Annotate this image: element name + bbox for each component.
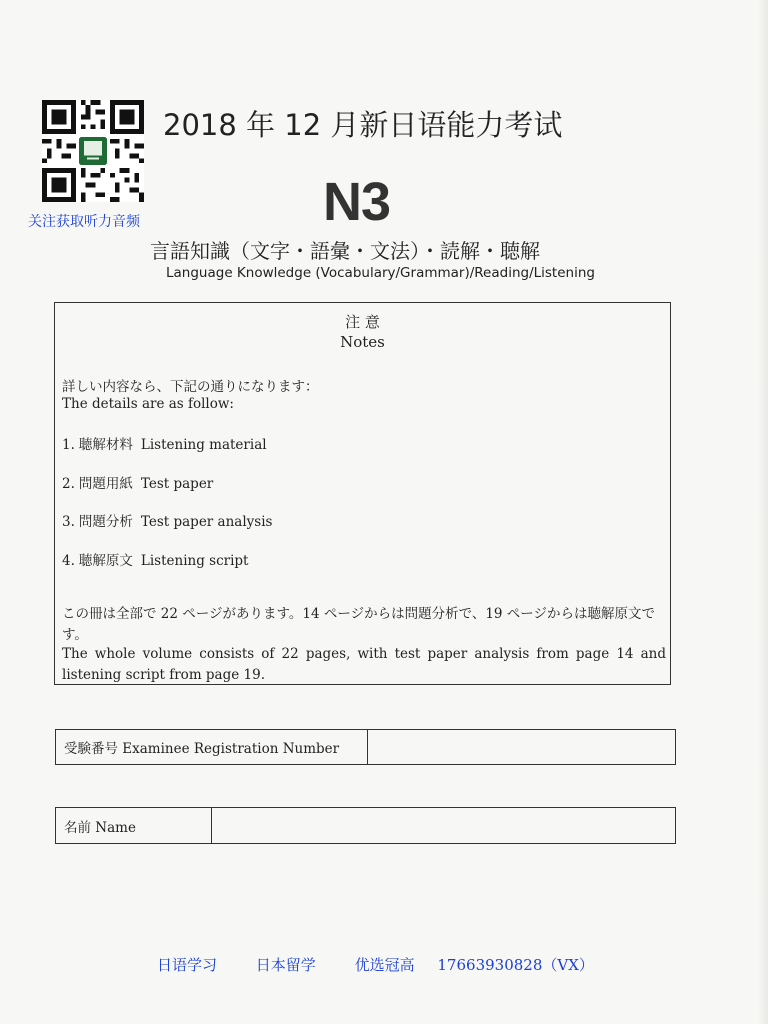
notes-list-item — [62, 510, 272, 530]
footer-advertisement — [157, 954, 594, 975]
item-english: Test paper analysis — [140, 514, 273, 530]
exam-title: 2018 年 12 月新日语能力考试 — [163, 108, 563, 142]
item-english: Test paper — [140, 476, 214, 492]
item-japanese: 問題分析 — [78, 514, 133, 530]
item-number: 2. — [62, 476, 75, 492]
name-table — [55, 807, 676, 844]
item-japanese: 聴解材料 — [78, 437, 133, 453]
item-english: Listening material — [140, 437, 267, 453]
item-japanese: 聴解原文 — [78, 553, 133, 569]
name-label: 名前 Name — [56, 808, 212, 843]
page-edge-shadow — [758, 0, 768, 1024]
registration-number-table — [55, 729, 676, 765]
item-english: Listening script — [140, 553, 249, 569]
level-label: N3 — [323, 172, 391, 232]
notes-list-item — [62, 433, 267, 453]
registration-number-label: 受験番号 Examinee Registration Number — [56, 730, 368, 764]
name-field[interactable] — [212, 808, 675, 843]
item-number: 4. — [62, 553, 75, 569]
subjects-english: Language Knowledge (Vocabulary/Grammar)/Reading/Listening — [166, 265, 595, 281]
summary-japanese: この冊は全部で 22 ページがあります。14 ページからは問題分析で、19 ページからは聴解原文です。 — [62, 606, 656, 643]
item-number: 1. — [62, 437, 75, 453]
footer-item-study-abroad: 日本留学 — [255, 956, 316, 974]
subjects-japanese: 言語知識（文字・語彙・文法）・読解・聴解 — [150, 239, 540, 263]
notes-intro-japanese: 詳しい内容なら、下記の通りになります： — [62, 379, 319, 395]
notes-box — [54, 302, 671, 685]
notes-intro-english: The details are as follow: — [62, 396, 234, 412]
item-number: 3. — [62, 514, 75, 530]
footer-item-japanese-study: 日语学习 — [157, 956, 218, 974]
notes-title-japanese: 注 意 — [345, 313, 380, 331]
summary-english: The whole volume consists of 22 pages, with test paper analysis from page 14 and listening script from page 19. — [62, 646, 666, 683]
footer-item-brand: 优选冠高 — [354, 956, 415, 974]
footer-item-contact: 17663930828（VX） — [437, 956, 594, 974]
qr-caption: 关注获取听力音频 — [28, 214, 140, 230]
registration-number-field[interactable] — [368, 730, 675, 764]
item-japanese: 問題用紙 — [78, 476, 133, 492]
notes-list-item — [62, 549, 248, 569]
notes-title-english: Notes — [340, 333, 385, 351]
notes-list-item — [62, 472, 213, 492]
qr-code[interactable] — [40, 100, 146, 202]
